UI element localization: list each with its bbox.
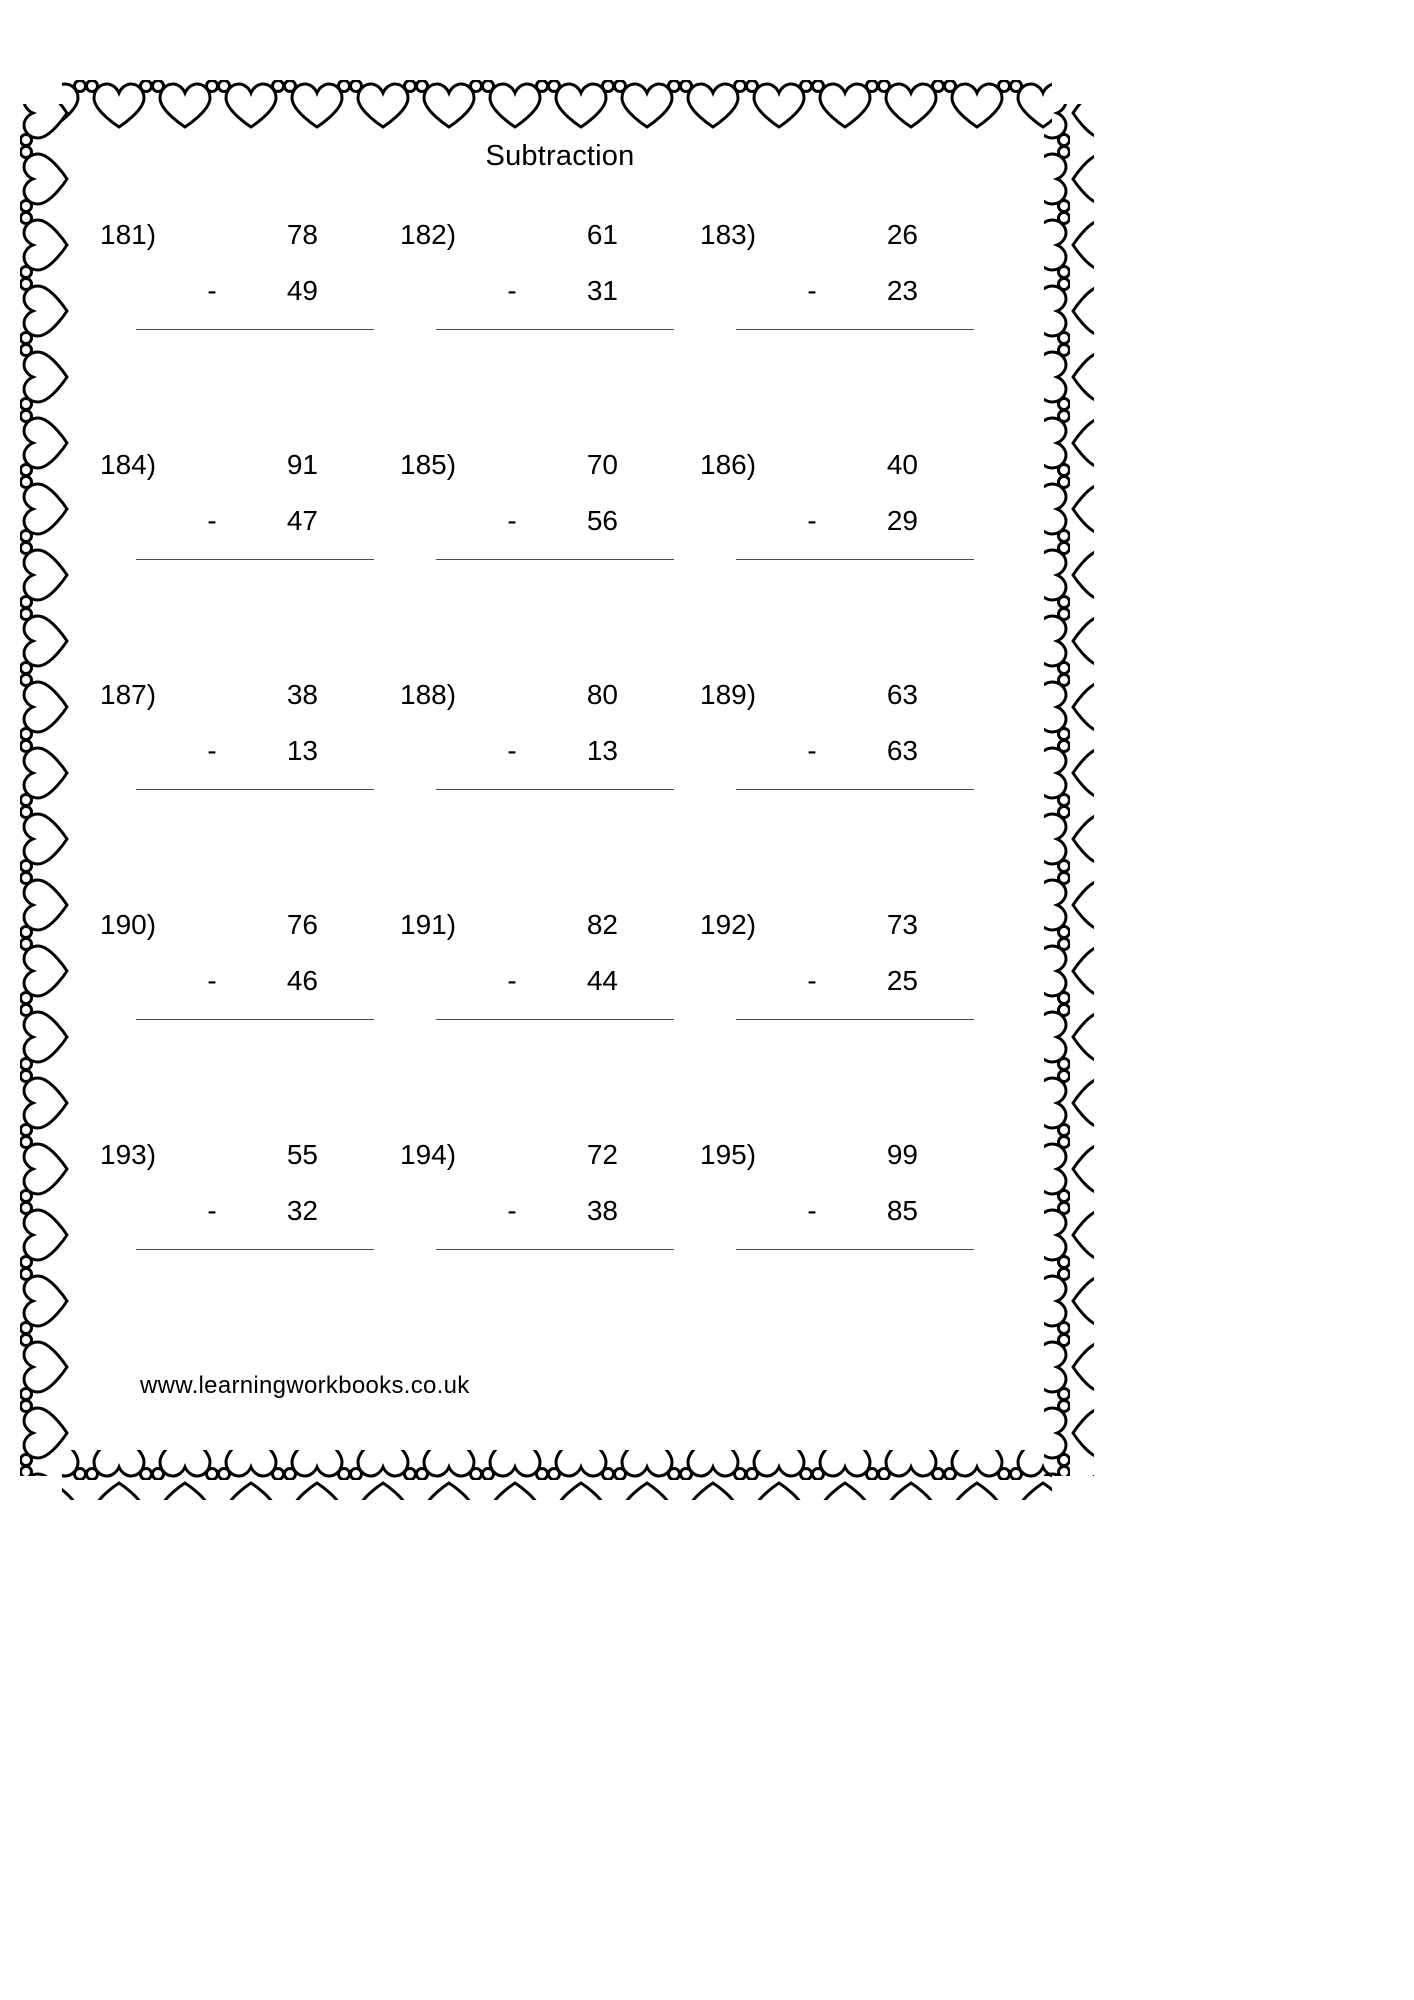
problem-item bbox=[400, 681, 700, 911]
problem-minuend: 78 bbox=[286, 219, 318, 250]
problem-item bbox=[700, 451, 1000, 681]
answer-line[interactable] bbox=[436, 789, 674, 790]
problem-minuend: 38 bbox=[286, 679, 318, 710]
problem-number: 188) bbox=[400, 679, 457, 710]
problem-subtrahend: 44 bbox=[586, 965, 618, 996]
page-title: Subtraction bbox=[485, 140, 635, 172]
problem-number: 189) bbox=[700, 679, 757, 710]
problem-number: 184) bbox=[100, 449, 157, 480]
problem-minuend: 82 bbox=[586, 909, 618, 940]
problem-operator: - bbox=[807, 965, 817, 996]
problem-item bbox=[100, 221, 400, 451]
problem-minuend: 80 bbox=[586, 679, 618, 710]
problem-subtrahend: 23 bbox=[886, 275, 918, 306]
answer-line[interactable] bbox=[136, 329, 374, 330]
problem-minuend: 91 bbox=[286, 449, 318, 480]
answer-line[interactable] bbox=[736, 329, 974, 330]
problem-operator: - bbox=[207, 505, 217, 536]
problem-minuend: 99 bbox=[886, 1139, 918, 1170]
problem-operator: - bbox=[807, 275, 817, 306]
problem-operator: - bbox=[207, 735, 217, 766]
answer-line[interactable] bbox=[736, 1019, 974, 1020]
problem-operator: - bbox=[507, 1195, 517, 1226]
answer-line[interactable] bbox=[736, 1249, 974, 1250]
problem-number: 181) bbox=[100, 219, 157, 250]
answer-line[interactable] bbox=[136, 789, 374, 790]
problem-item bbox=[100, 681, 400, 911]
problem-subtrahend: 63 bbox=[886, 735, 918, 766]
problem-number: 190) bbox=[100, 909, 157, 940]
problem-minuend: 26 bbox=[886, 219, 918, 250]
problem-operator: - bbox=[207, 965, 217, 996]
problem-item bbox=[700, 221, 1000, 451]
problem-number: 182) bbox=[400, 219, 457, 250]
problem-item bbox=[100, 911, 400, 1141]
problem-number: 194) bbox=[400, 1139, 457, 1170]
problem-operator: - bbox=[807, 735, 817, 766]
problem-number: 185) bbox=[400, 449, 457, 480]
problem-minuend: 61 bbox=[586, 219, 618, 250]
answer-line[interactable] bbox=[736, 789, 974, 790]
problem-number: 187) bbox=[100, 679, 157, 710]
problem-subtrahend: 47 bbox=[286, 505, 318, 536]
problem-number: 186) bbox=[700, 449, 757, 480]
problem-number: 183) bbox=[700, 219, 757, 250]
problem-subtrahend: 29 bbox=[886, 505, 918, 536]
problem-item bbox=[100, 1141, 400, 1371]
answer-line[interactable] bbox=[436, 559, 674, 560]
problems-grid bbox=[100, 221, 1000, 1371]
problem-operator: - bbox=[507, 965, 517, 996]
problem-item bbox=[700, 911, 1000, 1141]
problem-subtrahend: 32 bbox=[286, 1195, 318, 1226]
problem-subtrahend: 13 bbox=[286, 735, 318, 766]
problem-minuend: 70 bbox=[586, 449, 618, 480]
problem-item bbox=[400, 451, 700, 681]
problem-number: 195) bbox=[700, 1139, 757, 1170]
problem-number: 191) bbox=[400, 909, 457, 940]
answer-line[interactable] bbox=[436, 1019, 674, 1020]
problem-operator: - bbox=[807, 505, 817, 536]
problem-minuend: 76 bbox=[286, 909, 318, 940]
problem-minuend: 55 bbox=[286, 1139, 318, 1170]
problem-operator: - bbox=[507, 505, 517, 536]
problem-subtrahend: 13 bbox=[586, 735, 618, 766]
worksheet-content bbox=[100, 140, 1000, 1371]
problem-subtrahend: 25 bbox=[886, 965, 918, 996]
answer-line[interactable] bbox=[136, 559, 374, 560]
problem-item bbox=[700, 681, 1000, 911]
problem-operator: - bbox=[807, 1195, 817, 1226]
problem-operator: - bbox=[207, 275, 217, 306]
problem-subtrahend: 46 bbox=[286, 965, 318, 996]
problem-operator: - bbox=[207, 1195, 217, 1226]
problem-item bbox=[400, 221, 700, 451]
answer-line[interactable] bbox=[436, 329, 674, 330]
problem-subtrahend: 85 bbox=[886, 1195, 918, 1226]
problem-subtrahend: 31 bbox=[586, 275, 618, 306]
problem-subtrahend: 56 bbox=[586, 505, 618, 536]
problem-subtrahend: 38 bbox=[586, 1195, 618, 1226]
problem-subtrahend: 49 bbox=[286, 275, 318, 306]
problem-minuend: 72 bbox=[586, 1139, 618, 1170]
problem-minuend: 73 bbox=[886, 909, 918, 940]
problem-minuend: 63 bbox=[886, 679, 918, 710]
problem-item bbox=[100, 451, 400, 681]
answer-line[interactable] bbox=[436, 1249, 674, 1250]
problem-number: 193) bbox=[100, 1139, 157, 1170]
problem-item bbox=[700, 1141, 1000, 1371]
problem-item bbox=[400, 1141, 700, 1371]
problem-operator: - bbox=[507, 735, 517, 766]
answer-line[interactable] bbox=[136, 1019, 374, 1020]
problem-operator: - bbox=[507, 275, 517, 306]
problem-number: 192) bbox=[700, 909, 757, 940]
footer-website: www.learningworkbooks.co.uk bbox=[140, 1372, 470, 1399]
answer-line[interactable] bbox=[736, 559, 974, 560]
answer-line[interactable] bbox=[136, 1249, 374, 1250]
problem-item bbox=[400, 911, 700, 1141]
problem-minuend: 40 bbox=[886, 449, 918, 480]
